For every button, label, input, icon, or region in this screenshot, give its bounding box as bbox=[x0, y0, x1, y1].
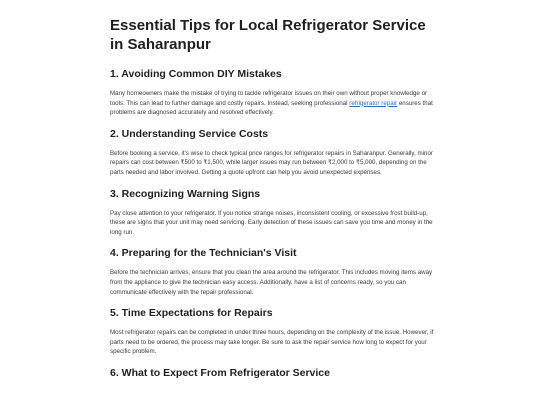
section-heading: 2. Understanding Service Costs bbox=[110, 127, 269, 140]
section-heading: 1. Avoiding Common DIY Mistakes bbox=[110, 68, 282, 80]
refrigerator-repair-link[interactable]: refrigerator repair bbox=[349, 99, 398, 107]
section-warning-signs bbox=[110, 188, 440, 238]
section-body: Pay close attention to your refrigerator. If you notice strange noises, inconsistent cooling, or excessive frost build-up, these are signs that your unit may need servicing. Early detection of these issues can save you time and money in the long run. bbox=[110, 209, 433, 236]
section-time-expectations bbox=[110, 307, 440, 357]
article bbox=[110, 0, 440, 380]
section-preparing-for-technician bbox=[110, 247, 440, 297]
section-avoiding-diy-mistakes bbox=[110, 68, 440, 118]
section-heading: 6. What to Expect From Refrigerator Service bbox=[110, 366, 330, 379]
section-understanding-costs bbox=[110, 128, 440, 178]
section-heading: 3. Recognizing Warning Signs bbox=[110, 187, 261, 200]
section-what-to-expect bbox=[110, 367, 440, 380]
body-text: ensures that problems are diagnosed accurately and resolved effectively. bbox=[110, 99, 433, 117]
section-heading: 5. Time Expectations for Repairs bbox=[110, 307, 273, 320]
section-heading: 4. Preparing for the Technician's Visit bbox=[110, 247, 297, 260]
section-body bbox=[110, 89, 440, 118]
body-text: Many homeowners make the mistake of trying to tackle refrigerator issues on their own without proper knowledge or tools. This can lead to further damage and costly repairs. Instead, seeking professional bbox=[110, 90, 428, 107]
section-body: Most refrigerator repairs can be completed in under three hours, depending on the complexity of the issue. However, if parts need to be ordered, the process may take longer. Be sure to ask the repair service how long to expect for your specific problem. bbox=[110, 329, 434, 356]
page-title: Essential Tips for Local Refrigerator Service in Saharanpur bbox=[110, 17, 426, 53]
section-body: Before booking a service, it's wise to check typical price ranges for refrigerator repairs in Saharanpur. Generally, minor repairs can cost between ₹500 to ₹1,500, while larger issues may run between ₹2,000 to ₹5,000, depending on the parts needed and labor involved. Getting a quote upfront can help you avoid unexpected expenses. bbox=[110, 149, 433, 176]
section-body: Before the technician arrives, ensure that you clean the area around the refrigerator. This includes moving items away from the appliance to give the technician easy access. Additionally, have a list of concerns ready, so you can communicate effectively with the repair professional. bbox=[110, 269, 433, 296]
